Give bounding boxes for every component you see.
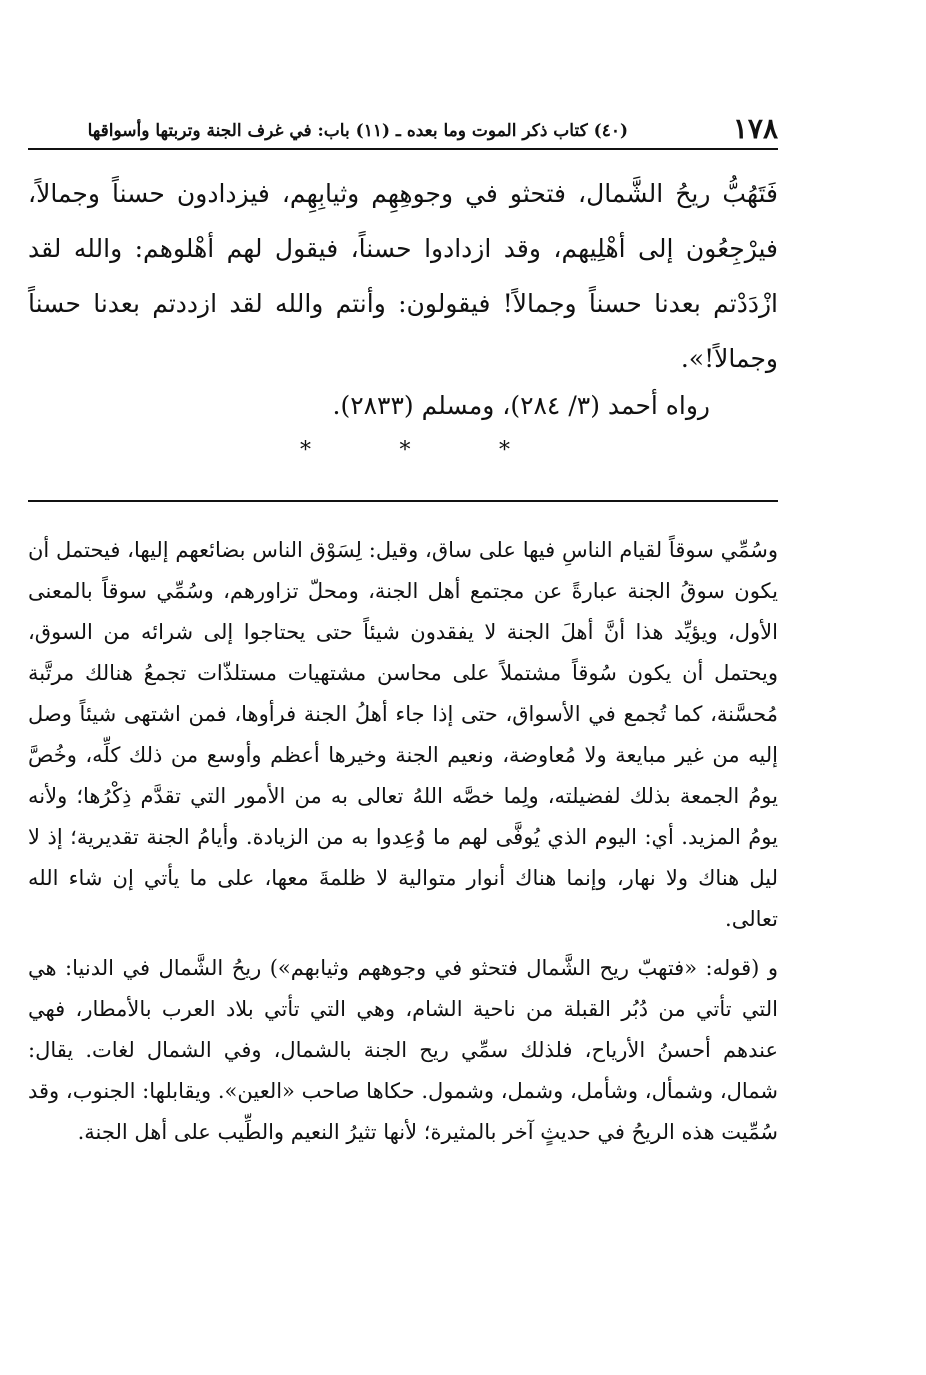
commentary-paragraph: و (قوله: «فتهبّ ريح الشَّمال فتحثو في وجوههم وثيابهم») ريحُ الشَّمال في الدنيا: هي التي تأتي من دُبُر القبلة من ناحية الشام، وهي التي تأتي بلاد العرب بالأمطار، فهي عندهم أحسنُ الأرياح، فلذلك سمِّي ريح الجنة بالشمال، وفي الشمال لغات. يقال: شمال، وشمأل، وشأمل، وشمل، وشمول. حكاها صاحب «العين». ويقابلها: الجنوب، وقد سُمِّيت هذه الريحُ في حديثٍ آخر بالمثيرة؛ لأنها تثيرُ النعيم والطِّيب على أهل الجنة. <box>28 956 778 1144</box>
running-header <box>28 108 778 150</box>
commentary-paragraph: وسُمِّي سوقاً لقيام الناسِ فيها على ساق، وقيل: لِسَوْق الناس بضائعهم إليها، فيحتمل أن يكون سوقُ الجنة عبارةً عن مجتمع أهل الجنة، ومحلّ تزاورهم، وسُمِّي سوقاً بالمعنى الأول، ويؤيِّد هذا أنَّ أهلَ الجنة لا يفقدون شيئاً حتى يحتاجوا إلى شرائه من السوق، ويحتمل أن يكون سُوقاً مشتملاً على محاسن مشتهيات مستلذّات تجمعُ هنالك مرتَّبة مُحسَّنة، كما تُجمع في الأسواق، حتى إذا جاء أهلُ الجنة فرأوها، فمن اشتهى شيئاً وصل إليه من غير مبايعة ولا مُعاوضة، ونعيم الجنة وخيرها أعظم وأوسع من ذلك كلِّه، وخُصَّ يومُ الجمعة بذلك لفضيلته، ولِما خصَّه اللهُ تعالى به من الأمور التي تقدَّم ذِكْرُها؛ ولأنه يومُ المزيد. أي: اليوم الذي يُوفَّى لهم ما وُعِدوا به من الزيادة. وأيامُ الجنة تقديرية؛ إذ لا ليل هناك ولا نهار، وإنما هناك أنوار متوالية لا ظلمةَ معها، على ما يأتي إن شاء الله تعالى. <box>28 538 778 931</box>
separator-star: * <box>399 438 411 463</box>
commentary-divider <box>28 500 778 502</box>
hadith-citation: رواه أحمد (٣/ ٢٨٤)، ومسلم (٢٨٣٣). <box>332 391 710 420</box>
page-number: ١٧٨ <box>732 112 778 145</box>
hadith-paragraph: فَتَهُبُّ ريحُ الشَّمال، فتحثو في وجوهِهِم وثيابِهِم، فيزدادون حسناً وجمالاً، فيرْجِعُون إلى أهْلِيهم، وقد ازدادوا حسناً، فيقول لهم أهْلوهم: والله لقد ازْدَدْتم بعدنا حسناً وجمالاً! فيقولون: وأنتم والله لقد ازددتم بعدنا حسناً وجمالاً!». <box>28 179 778 373</box>
section-separator <box>300 436 510 466</box>
separator-star: * <box>499 438 510 463</box>
hadith-text <box>28 166 778 386</box>
commentary-text <box>28 530 778 1153</box>
chapter-title: (٤٠) كتاب ذكر الموت وما بعده ـ (١١) باب: في غرف الجنة وتربتها وأسواقها <box>87 121 628 141</box>
separator-star: * <box>300 438 311 463</box>
